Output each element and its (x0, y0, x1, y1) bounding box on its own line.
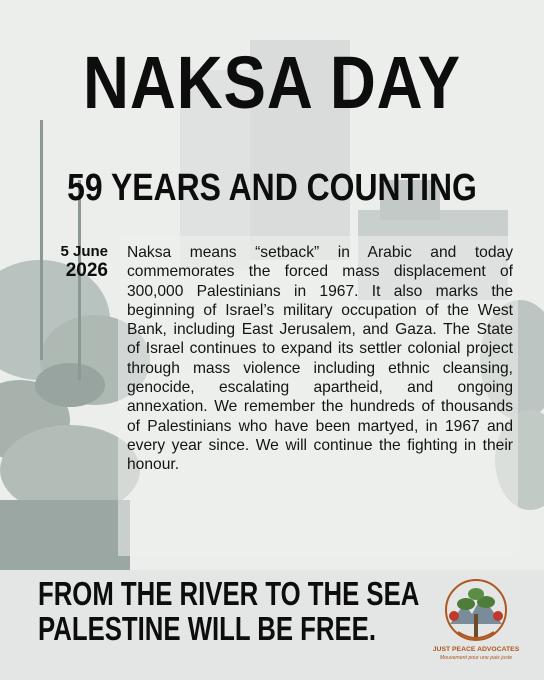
logo-name: JUST PEACE ADVOCATES (432, 646, 520, 653)
slogan (38, 575, 420, 647)
logo-tagline: Mouvement pour une paix juste (439, 655, 513, 661)
event-date (36, 243, 108, 281)
page-subtitle: 59 YEARS AND COUNTING (67, 167, 477, 209)
slogan-line-1: FROM THE RIVER TO THE SEA (38, 575, 420, 612)
event-date-day: 5 June (60, 243, 108, 260)
slogan-line-2: PALESTINE WILL BE FREE. (38, 610, 376, 647)
body-paragraph: Naksa means “setback” in Arabic and today commemorates the forced mass displacement of 300,000 Palestinians in 1967. It also marks the beginning of Israel’s military occupation of the West Bank, including East Jerusalem, and Gaza. The State of Israel continues to expand its settler colonial project through mass violence including ethnic cleansing, genocide, escalating apartheid, and ongoing annexation. We remember the hundreds of thousands of Palestinians who have been martyed, in 1967 and every year since. We will continue the fighting in their honour. (127, 244, 513, 474)
event-date-year: 2026 (65, 260, 108, 281)
page-title: NAKSA DAY (83, 41, 461, 124)
